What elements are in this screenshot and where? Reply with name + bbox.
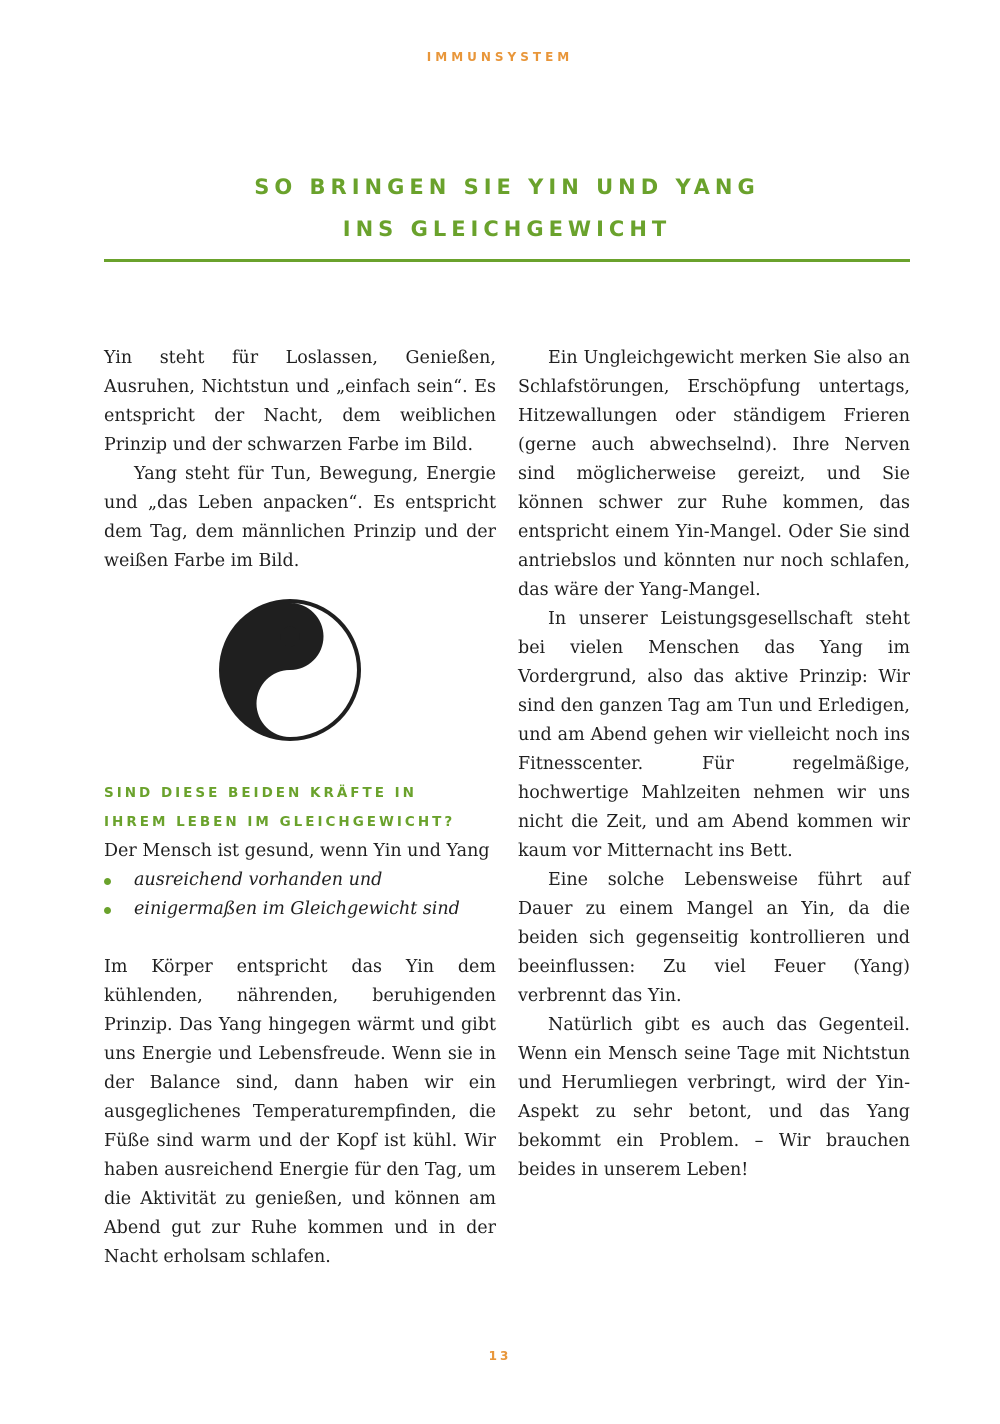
right-paragraph-3: Eine solche Lebensweise führt auf Dauer zu einem Mangel an Yin, da die beiden sich gegenseitig kontrollieren und beeinflussen: Zu viel Feuer (Yang) verbrennt das Yin. bbox=[518, 870, 910, 1006]
page-title-line-1: SO BRINGEN SIE YIN UND YANG bbox=[254, 175, 760, 199]
bullet-dot-icon bbox=[104, 878, 111, 885]
page-title bbox=[104, 166, 910, 250]
title-divider bbox=[104, 259, 910, 262]
right-paragraph-2: In unserer Leistungsgesellschaft steht bei vielen Menschen das Yang im Vordergrund, also das aktive Prinzip: Wir sind den ganzen Tag am Tun und Erledigen, und am Abend gehen wir vielleicht noch ins Fitnesscenter. Für regelmäßige, hochwertige Mahlzeiten nehmen wir uns nicht die Zeit, und am Abend kommen wir kaum vor Mitternacht ins Bett. bbox=[518, 609, 910, 861]
right-column bbox=[518, 344, 910, 1185]
bullet-dot-icon bbox=[104, 907, 111, 914]
left-paragraph-1: Yin steht für Loslassen, Genießen, Ausruhen, Nichtstun und „einfach sein“. Es entspricht der Nacht, dem weiblichen Prinzip und der schwarzen Farbe im Bild. bbox=[104, 348, 496, 455]
running-head: IMMUNSYSTEM bbox=[426, 50, 574, 64]
page-number: 13 bbox=[488, 1349, 512, 1363]
left-paragraph-2: Yang steht für Tun, Bewegung, Energie und „das Leben anpacken“. Es entspricht dem Tag, dem männlichen Prinzip und der weißen Farbe im Bild. bbox=[104, 464, 496, 571]
bullet-text: ausreichend vorhanden und bbox=[134, 870, 383, 890]
section-subheading-line-1: SIND DIESE BEIDEN KRÄFTE IN bbox=[104, 785, 417, 801]
right-paragraph-1: Ein Ungleichgewicht merken Sie also an Schlafstörungen, Erschöpfung untertags, Hitzewallungen oder ständigem Frieren (gerne auch abwechselnd). Ihre Nerven sind möglicherweise gereizt, und Sie können schwer zur Ruhe kommen, das entspricht einem Yin-Mangel. Oder Sie sind antriebslos und könnten nur noch schlafen, das wäre der Yang-Mangel. bbox=[518, 348, 910, 600]
bullet-list bbox=[104, 866, 496, 924]
left-paragraph-3: Im Körper entspricht das Yin dem kühlenden, nährenden, beruhigenden Prinzip. Das Yang hingegen wärmt und gibt uns Energie und Lebensfreude. Wenn sie in der Balance sind, dann haben wir ein ausgeglichenes Temperaturempfinden, die Füße sind warm und der Kopf ist kühl. Wir haben ausreichend Energie für den Tag, um die Aktivität zu genießen, und können am Abend gut zur Ruhe kommen und in der Nacht erholsam schlafen. bbox=[104, 957, 496, 1267]
bullet-item bbox=[104, 866, 496, 895]
left-column bbox=[104, 344, 496, 1272]
bullet-text: einigermaßen im Gleichgewicht sind bbox=[134, 899, 460, 919]
bullet-intro: Der Mensch ist gesund, wenn Yin und Yang bbox=[104, 841, 490, 861]
section-subheading bbox=[104, 779, 496, 837]
yin-yang-icon bbox=[217, 597, 363, 743]
bullet-item bbox=[104, 895, 496, 924]
section-subheading-line-2: IHREM LEBEN IM GLEICHGEWICHT? bbox=[104, 814, 456, 830]
page-title-line-2: INS GLEICHGEWICHT bbox=[342, 217, 672, 241]
right-paragraph-4: Natürlich gibt es auch das Gegenteil. Wenn ein Mensch seine Tage mit Nichtstun und Herumliegen verbringt, wird der Yin-Aspekt zu sehr betont, und das Yang bekommt ein Problem. – Wir brauchen beides in unserem Leben! bbox=[518, 1015, 910, 1180]
